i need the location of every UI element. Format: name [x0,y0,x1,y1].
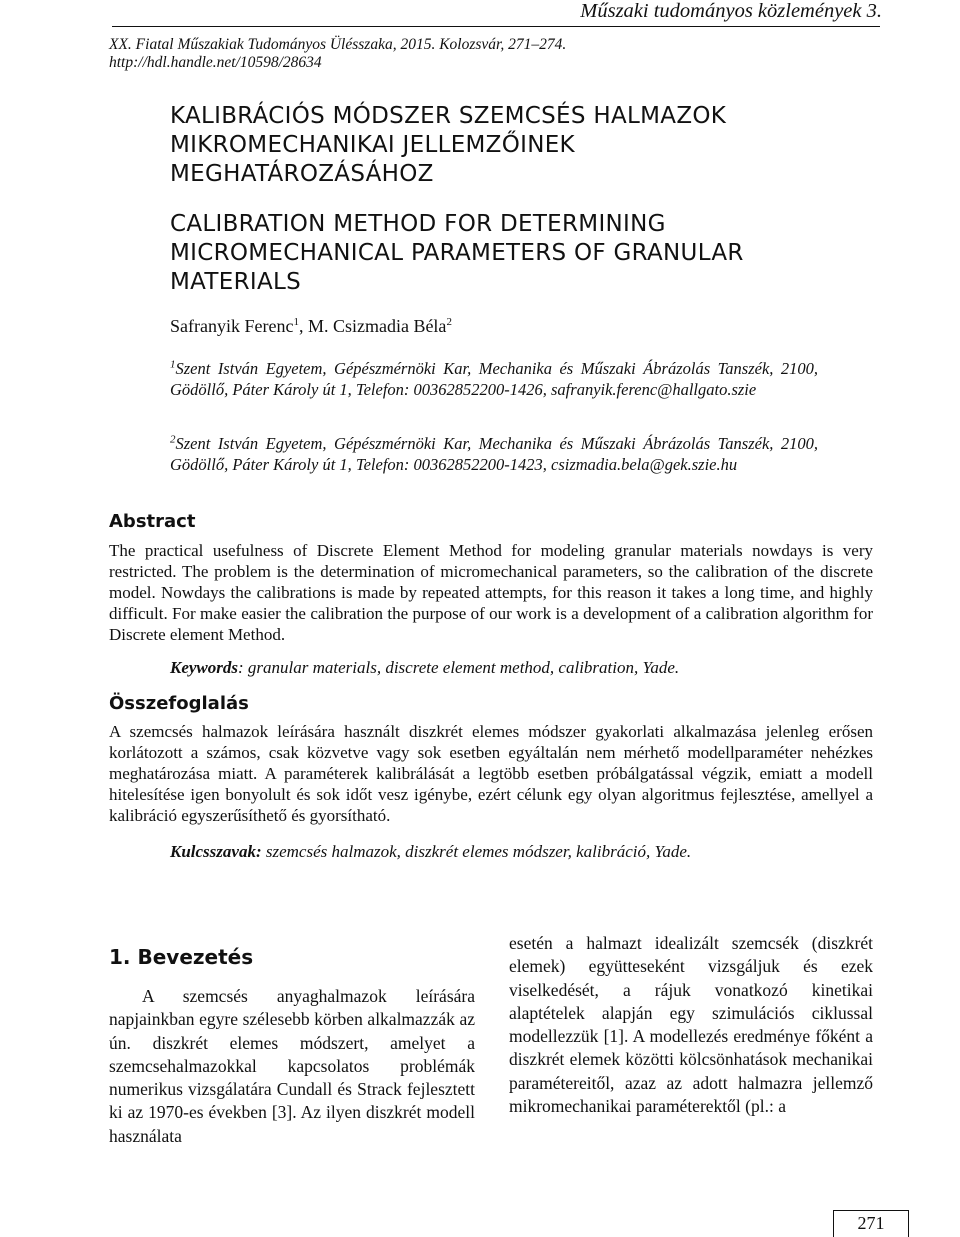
conference-citation: XX. Fiatal Műszakiak Tudományos Ülésszaka, 2015. Kolozsvár, 271–274. [109,36,567,53]
abstract-heading: Abstract [109,511,196,532]
header-rule [112,26,880,27]
title-hungarian-line-2: MIKROMECHANIKAI JELLEMZŐINEK [170,132,575,158]
page-number: 271 [857,1213,885,1233]
affiliation-1-text: Szent István Egyetem, Gépészmérnöki Kar, Mechanika és Műszaki Ábrázolás Tanszék, 2100, Gödöllő, Páter Károly út 1, Telefon: 00362852200-1426, safranyik.ferenc@hallgato.szie [170,359,818,399]
affiliation-1 [170,359,818,400]
keywords-text: : granular materials, discrete element method, calibration, Yade. [238,658,680,677]
title-english-line-1: CALIBRATION METHOD FOR DETERMINING [170,211,666,237]
introduction-heading: 1. Bevezetés [109,945,254,969]
abstract-body: The practical usefulness of Discrete Element Method for modeling granular materials nowdays is very restricted. The problem is the determination of micromechanical parameters, so the calibration of the discrete model. Nowdays the calibrations is made by repeated attempts, for this reason it takes a long time, and highly difficult. For make easier the calibration the purpose of our work is a development of a calibration algorithm for Discrete element Method. [109,541,873,644]
author-2-name: M. Csizmadia Béla [307,316,447,336]
affiliation-2-text: Szent István Egyetem, Gépészmérnöki Kar, Mechanika és Műszaki Ábrázolás Tanszék, 2100, Gödöllő, Páter Károly út 1, Telefon: 00362852200-1423, csizmadia.bela@gek.szie.hu [170,434,818,474]
kulcsszavak-text: szemcsés halmazok, diszkrét elemes módszer, kalibráció, Yade. [261,842,692,861]
handle-link[interactable]: http://hdl.handle.net/10598/28634 [109,54,322,71]
affiliation-2 [170,434,818,475]
affiliation-2-mark: 2 [170,433,176,446]
author-1-name: Safranyik Ferenc [170,316,294,336]
author-2-affiliation-mark: 2 [446,316,452,328]
journal-series-title: Műszaki tudományos közlemények 3. [580,0,882,22]
introduction-left-column [109,985,475,1148]
title-hungarian-line-1: KALIBRÁCIÓS MÓDSZER SZEMCSÉS HALMAZOK [170,103,727,129]
summary-heading: Összefoglalás [109,693,249,714]
author-list [170,316,452,337]
keywords-label: Keywords [170,658,238,677]
title-english-line-2: MICROMECHANICAL PARAMETERS OF GRANULAR [170,240,744,266]
affiliation-1-mark: 1 [170,358,176,371]
kulcsszavak-label: Kulcsszavak: [170,842,262,861]
keywords-line [170,658,679,678]
summary-body: A szemcsés halmazok leírására használt diszkrét elemes módszer gyakorlati alkalmazása jelenleg erősen korlátozott a számos, csak közvetve vagy sok esetben egyáltalán nem mérhető modellparaméter nehézkes meghatározása miatt. A paraméterek kalibrálását a legtöbb esetben próbálgatással végzik, emiatt a modell hitelesítése igen bonyolult és sok időt vesz igénybe, ezért célunk egy olyan algoritmus fejlesztése, amellyel a kalibráció egyszerűsíthető és gyorsítható. [109,722,873,825]
kulcsszavak-line [170,842,691,862]
introduction-left-text: A szemcsés anyaghalmazok leírására napjainkban egyre szélesebb körben alkalmazzák az ún. diszkrét elemes módszert, amelyet a szemcsehalmazokkal kapcsolatos problémák numerikus vizsgálatára Cundall és Strack fejlesztett ki az 1970-es években [3]. Az ilyen diszkrét modell használata [109,986,475,1146]
title-english-line-3: MATERIALS [170,269,301,295]
author-1-affiliation-mark: 1 [293,316,299,328]
introduction-right-column: esetén a halmazt idealizált szemcsék (diszkrét elemek) együtteseként vizsgáljuk és ezek viselkedését, a rájuk vonatkozó kinetikai alaptételek alapján egy szimulációs ciklussal modellezzük [1]. A modellezés eredménye főként a diszkrét elemek közötti kölcsönhatások mechanikai paramétereitől, azaz az adott halmazra jellemző mikromechanikai paraméterektől (pl.: a [509,933,873,1117]
author-separator: , [298,316,308,336]
title-hungarian-line-3: MEGHATÁROZÁSÁHOZ [170,161,434,187]
